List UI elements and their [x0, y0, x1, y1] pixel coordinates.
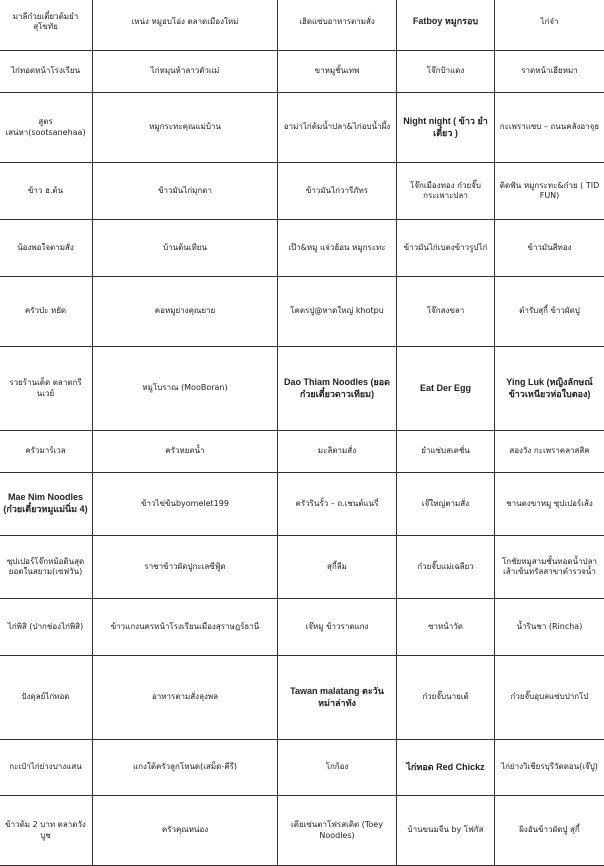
table-cell: คอหมูย่างคุณยาย: [93, 277, 278, 347]
table-row: [0, 536, 604, 599]
table-cell: ขาหมูชั้นเทพ: [278, 51, 397, 93]
table-cell: Dao Thiam Noodles (ยอดก๋วยเตี๋ยวดาวเทียม): [278, 347, 397, 431]
table-cell: ไก่หมุนห้าลาวตัวแม่: [93, 51, 278, 93]
table-cell: หมูกระทะคุณแม่บ้าน: [93, 93, 278, 163]
table-cell: เจ๊หมู ข้าวราดแกง: [278, 599, 397, 656]
table-row: [0, 740, 604, 796]
table-cell: ข้าวมันไก่วารีภัทร: [278, 163, 397, 220]
table-cell: ข้าวมันไก่เบตงข้าวรูปไก่: [397, 220, 495, 277]
table-cell: ข้าวมันไก่มุกดา: [93, 163, 278, 220]
table-cell: สูตรเสน่หา(sootsanehaa): [0, 93, 93, 163]
table-cell: รวยร้านเด็ด ตลาดกรีนเวย์: [0, 347, 93, 431]
table-cell: ไก่ทอดหน้าโรงเรียน: [0, 51, 93, 93]
table-cell: ไก่ทอด Red Chickz: [397, 740, 495, 796]
table-cell: กะเป๋าไก่ย่างบางแสน: [0, 740, 93, 796]
table-cell: เจ๊ใหญ่ตามสั่ง: [397, 473, 495, 536]
table-cell: Fatboy หมูกรอบ: [397, 0, 495, 51]
table-cell: ก๋วยจั๊บอุบลแซ่บปากโป: [495, 656, 604, 740]
table-cell: สุกี้ลีม: [278, 536, 397, 599]
table-cell: น้องพอใจตามสั่ง: [0, 220, 93, 277]
table-cell: อาม่าไก่ต้มน้ำปลา&ไก่อบน้ำผึ้ง: [278, 93, 397, 163]
table-cell: ข้าวต้ม 2 บาท ตลาดวังบูช: [0, 796, 93, 866]
table-cell: โกก้อง: [278, 740, 397, 796]
table-cell: หมูโบราณ (MooBoran): [93, 347, 278, 431]
table-cell: โคตรปู@หาดใหญ่ khotpu: [278, 277, 397, 347]
table-cell: บ้านขนมจีน by โฟกัส: [397, 796, 495, 866]
table-cell: สองวัง กะเพราคลาสสิค: [495, 431, 604, 473]
table-cell: น้ำรินชา (Rincha): [495, 599, 604, 656]
table-row: [0, 277, 604, 347]
table-row: [0, 220, 604, 277]
table-row: [0, 347, 604, 431]
table-cell: ไก่ย่างวิเชียรบุรีวัดดอน(เจ๊ปู): [495, 740, 604, 796]
table-row: [0, 796, 604, 866]
table-cell: ราดหน้าเฮียหมา: [495, 51, 604, 93]
table-row: [0, 473, 604, 536]
table-cell: โจ๊กป้าแดง: [397, 51, 495, 93]
table-cell: ผิงอันข้าวผัดปู สุกี้: [495, 796, 604, 866]
table-cell: ราชาข้าวผัดปูกะเลซีฟู้ด: [93, 536, 278, 599]
table-cell: บ้านต้นเทียน: [93, 220, 278, 277]
table-row: [0, 656, 604, 740]
table-cell: ตำรับสุกี้ ข้าวผัดปู: [495, 277, 604, 347]
table-cell: โกชัยหมูสามชั้นทอดน้ำปลาเส้าเซ้นทรัลสาขาตำรวจน้ำ: [495, 536, 604, 599]
table-cell: เตียเซ่นตาโฟรสเดิด (Toey Noodles): [278, 796, 397, 866]
table-cell: มะลิตามสั่ง: [278, 431, 397, 473]
table-cell: ไก่จ๋า: [495, 0, 604, 51]
table-cell: ข้าวแกงนครหน้าโรงเรียนเมืองสุราษฎร์ธานี: [93, 599, 278, 656]
table-cell: ซุปเปอร์โจ๊กหม้อดินสุดยอดในสยาม(เซฟวัน): [0, 536, 93, 599]
table-cell: Tawan malatang ตะวัน หม่าล่าทัง: [278, 656, 397, 740]
table-cell: เฮิดแซ่บอาหารตามสั่ง: [278, 0, 397, 51]
table-cell: ข้าว ฮ.ต้น: [0, 163, 93, 220]
table-cell: Ying Luk (หญิงลักษณ์ข้าวเหนียวห่อใบตอง): [495, 347, 604, 431]
table-cell: ชานตงขาหมู ซุปเปอร์เส้ง: [495, 473, 604, 536]
table-cell: ไก่พิสิ (ปากช่องไก่พิสิ): [0, 599, 93, 656]
table-cell: ครัวมาร์เวล: [0, 431, 93, 473]
table-cell: กะเพราแซบ – ถนนคลังอาจุธ: [495, 93, 604, 163]
table-cell: ครัวคุณหน่อง: [93, 796, 278, 866]
table-cell: แกงใต้ครัวลูกโหนด(เสม็ด-คีรี): [93, 740, 278, 796]
table-cell: Night night ( ข้าว ยำ เตี๋ยว ): [397, 93, 495, 163]
table-cell: ยำแซ่บสเตชั่น: [397, 431, 495, 473]
table-cell: ซาหน้าวัด: [397, 599, 495, 656]
table-cell: ก๋วยจั๊บแม่เฉลียว: [397, 536, 495, 599]
table-cell: ครัวป่ะ หยัด: [0, 277, 93, 347]
table-cell: ข้าวมันสีทอง: [495, 220, 604, 277]
table-cell: มาลีก๋วยเตี๋ยวต้มยำสุโขทัย: [0, 0, 93, 51]
table-cell: ก๋วยจั๊บนายเต้: [397, 656, 495, 740]
table-cell: เป๊า&หมู แจ่วฮ้อน หมูกระทะ: [278, 220, 397, 277]
table-row: [0, 0, 604, 51]
table-cell: Mae Nim Noodles (ก๋วยเตี๋ยวหมูแม่นิ่ม 4): [0, 473, 93, 536]
table-cell: ครัวหยดน้ำ: [93, 431, 278, 473]
table-cell: เหน่ง หมูอบโอ่ง ตลาดเมืองใหม่: [93, 0, 278, 51]
table-cell: โจ๊กสงขลา: [397, 277, 495, 347]
table-cell: ข้าวไข่ข้นbyomelet199: [93, 473, 278, 536]
table-row: [0, 51, 604, 93]
table-row: [0, 163, 604, 220]
table-row: [0, 599, 604, 656]
table-cell: ครัวรินรั้ว – ถ.เชนต์แนรี่: [278, 473, 397, 536]
table-cell: Eat Der Egg: [397, 347, 495, 431]
table-cell: อาหารตามสั่งลุงพล: [93, 656, 278, 740]
table-row: [0, 93, 604, 163]
table-cell: โจ๊กเมืองทอง ก๋วยจั๊บกระเพาะปลา: [397, 163, 495, 220]
table-cell: ติดฟัน หมูกระทะ&ก๋วย ( TID FUN): [495, 163, 604, 220]
table-cell: ปังดุลย์ไก่ทอด: [0, 656, 93, 740]
table-row: [0, 431, 604, 473]
